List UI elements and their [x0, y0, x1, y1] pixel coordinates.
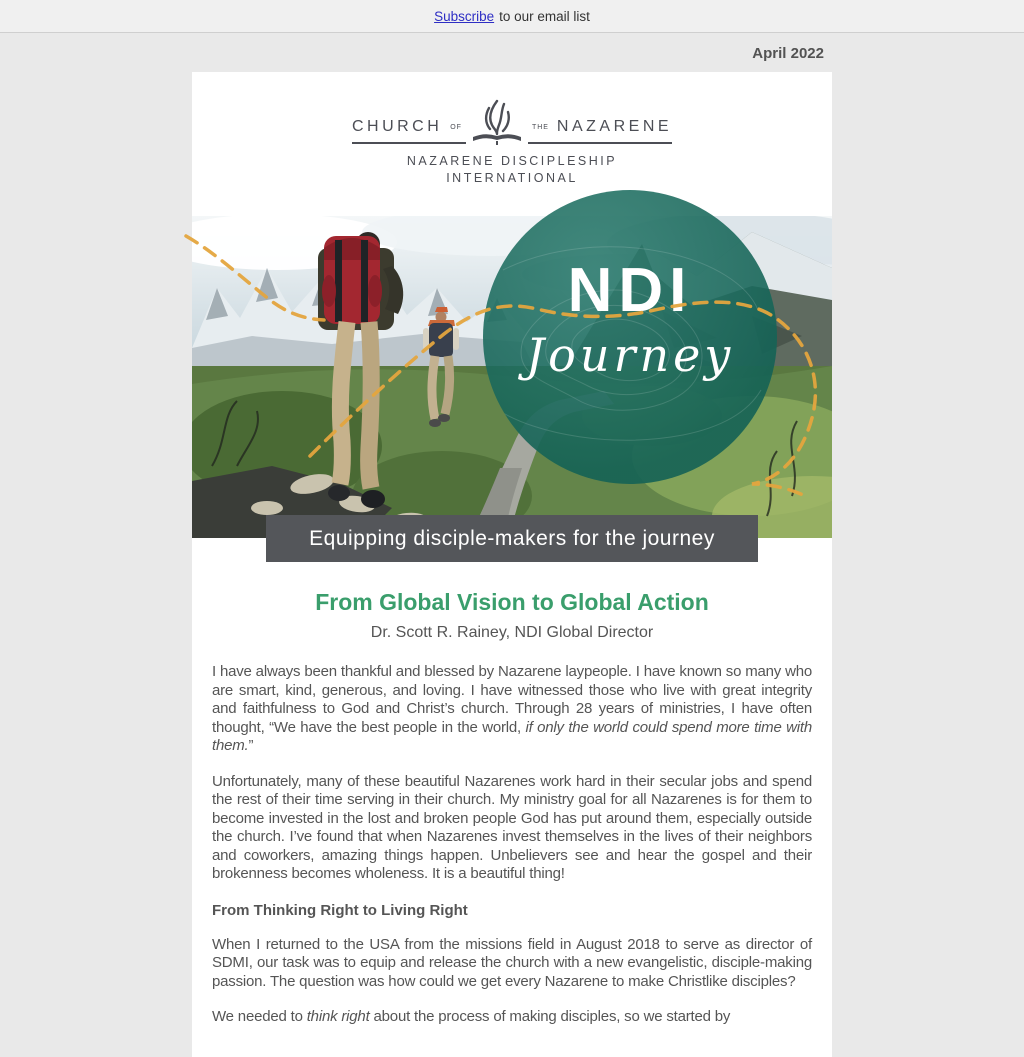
nazarene-flame-book-icon: [468, 98, 526, 151]
hero-banner-text: Equipping disciple-makers for the journey: [309, 526, 715, 550]
paragraph-1-italic: if only the world could spend more time with them.: [212, 718, 812, 754]
article-title: From Global Vision to Global Action: [315, 589, 709, 615]
issue-date: April 2022: [752, 45, 824, 62]
ndi-journey-badge: [483, 190, 777, 484]
hero-section: [192, 216, 832, 550]
paragraph-3: When I returned to the USA from the missions field in August 2018 to serve as director of SDMI, our task was to equip and release the church with a new evangelistic, disciple-making passion. The question was how could we get every Nazarene to make Christlike disciples?: [212, 935, 812, 990]
paragraph-2: Unfortunately, many of these beautiful Nazarenes work hard in their secular jobs and spend the rest of their time serving in their church. My ministry goal for all Nazarenes is for them to become invested in the lost and broken people God has put around them, especially outside the church. I’ve found that when Nazarenes invest themselves in the lives of their neighbors and coworkers, amazing things happen. Unbelievers see and hear the gospel and their brokenness becomes wholeness. It is a beautiful thing!: [212, 772, 812, 882]
badge-subtitle: Journey: [525, 328, 735, 382]
subscribe-text: to our email list: [499, 8, 590, 24]
logo-subtitle-line2: INTERNATIONAL: [446, 171, 578, 185]
logo-nazarene-text: NAZARENE: [556, 118, 673, 135]
article-byline: Dr. Scott R. Rainey, NDI Global Director: [370, 624, 654, 641]
section-subhead: From Thinking Right to Living Right: [212, 901, 468, 919]
logo-of-text: OF: [450, 124, 462, 131]
subscribe-link[interactable]: Subscribe: [434, 8, 495, 24]
newsletter-card: [192, 72, 832, 1057]
article: [192, 589, 832, 1057]
hero-banner: [266, 515, 758, 562]
logo-subtitle-line1: NAZARENE DISCIPLESHIP: [406, 154, 618, 168]
badge-title: NDI: [567, 256, 693, 325]
subscribe-bar: [0, 0, 1024, 33]
paragraph-1: I have always been thankful and blessed by Nazarene laypeople. I have known so many who are smart, kind, generous, and loving. I have witnessed those who live with great integrity and faithfulness to God and Christ’s church. Through 28 years of ministries, I have often thought, “We have the best people in the world, if only the world could spend more time with them.”: [212, 663, 812, 754]
paragraph-4: We needed to think right about the process of making disciples, so we started by: [212, 1008, 731, 1025]
paragraph-4-italic: think right: [306, 1008, 370, 1025]
church-of-the-nazarene-logo: [192, 98, 832, 187]
logo-church-text: CHURCH: [351, 118, 443, 135]
logo-the-text: THE: [531, 124, 549, 131]
